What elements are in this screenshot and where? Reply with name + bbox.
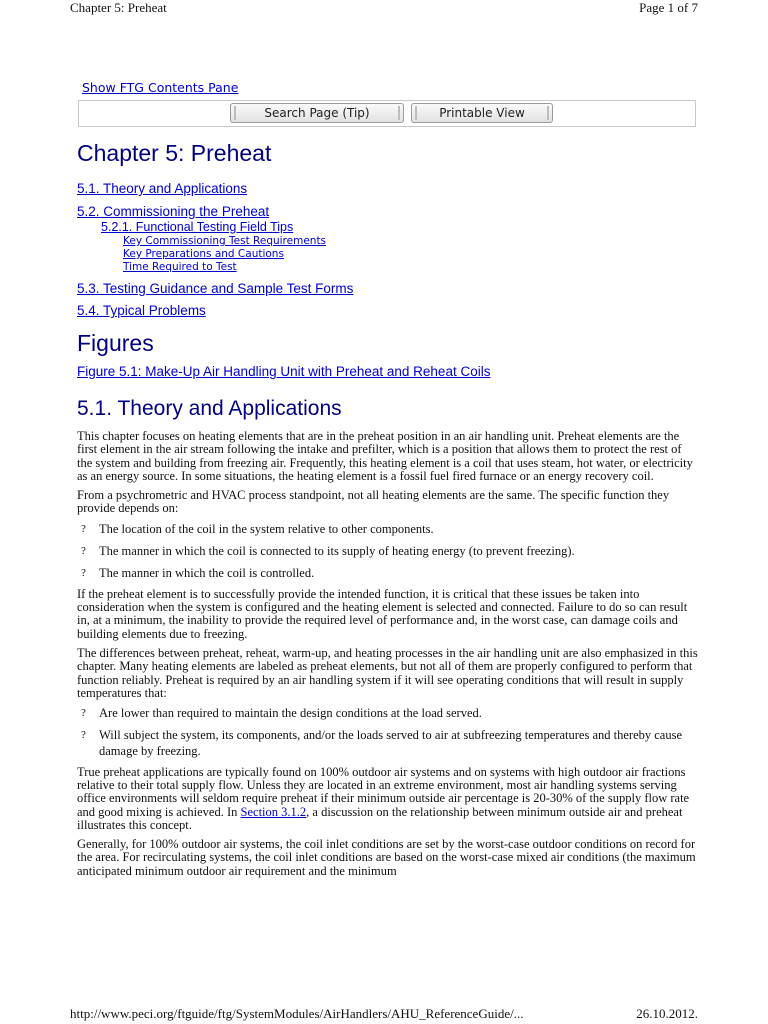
list-item: ? The manner in which the coil is controlled. [81, 565, 315, 580]
figures-heading: Figures [77, 330, 154, 356]
bullet-mark: ? [81, 522, 86, 535]
bullet-mark: ? [81, 544, 86, 557]
page-number: Page 1 of 7 [639, 0, 698, 15]
toc-link-5-3[interactable]: 5.3. Testing Guidance and Sample Test Forms [77, 281, 354, 296]
toolbar [78, 100, 696, 127]
page-header [70, 0, 698, 18]
section-3-1-2-link[interactable]: Section 3.1.2 [240, 804, 307, 819]
toc-link-key-requirements[interactable]: Key Commissioning Test Requirements [123, 235, 327, 247]
bullet-mark: ? [81, 729, 86, 742]
table-of-contents [77, 180, 699, 319]
printable-view-button[interactable]: Printable View [411, 103, 553, 123]
toc-link-5-4[interactable]: 5.4. Typical Problems [77, 303, 206, 318]
toc-link-5-2[interactable]: 5.2. Commissioning the Preheat [77, 204, 270, 219]
paragraph: The differences between preheat, reheat, warm-up, and heating processes in the air handling unit are also emphasized in this chapter. Many heating elements are labeled as preheat elements, but not all of them are properly configured to perform that function reliably. Preheat is required by an air handling system if it will see operating conditions that will result in supply temperatures that: [77, 645, 698, 700]
bullet-mark: ? [81, 566, 86, 579]
paragraph: From a psychrometric and HVAC process standpoint, not all heating elements are the same. The specific function they provide depends on: [77, 488, 670, 516]
section-heading: 5.1. Theory and Applications [77, 397, 342, 420]
search-page-button[interactable]: Search Page (Tip) [230, 103, 404, 123]
bullet-list [77, 522, 699, 582]
header-title: Chapter 5: Preheat [70, 0, 167, 15]
figure-5-1-link[interactable]: Figure 5.1: Make-Up Air Handling Unit with Preheat and Reheat Coils [77, 364, 491, 379]
toc-link-5-1[interactable]: 5.1. Theory and Applications [77, 181, 248, 196]
paragraph: Generally, for 100% outdoor air systems, the coil inlet conditions are set by the worst-case outdoor conditions on record for the area. For recirculating systems, the coil inlet conditions are based on the worst-case mixed air conditions (the maximum anticipated minimum outdoor air requirement and the minimum [77, 837, 696, 878]
list-item: ? Will subject the system, its components, and/or the loads served to air at subfreezing temperatures and thereby cause damage by freezing. [81, 728, 682, 758]
paragraph: This chapter focuses on heating elements that are in the preheat position in an air handling unit. Preheat elements are the first element in the air stream following the intake and prefilter, which is a position that allows them to protect the rest of the system and building from freezing air. Frequently, this heating element is a coil that uses steam, hot water, or electricity as an energy source. In some situations, the heating element is a fossil fuel fired furnace or an energy recovery coil. [77, 429, 693, 483]
chapter-title: Chapter 5: Preheat [77, 140, 272, 166]
list-item: ? The location of the coil in the system relative to other components. [81, 521, 434, 536]
paragraph: If the preheat element is to successfully provide the intended function, it is critical that these issues be taken into consideration when the system is configured and the heating element is selected and connected. Failure to do so can result in, at a minimum, the inability to provide the required level of performance and, in the worst case, can damage coils and building elements due to freezing. [77, 586, 688, 641]
toc-link-key-preparations[interactable]: Key Preparations and Cautions [123, 248, 284, 260]
bullet-list [77, 706, 699, 759]
toc-link-time-required[interactable]: Time Required to Test [123, 261, 237, 273]
toc-link-5-2-1[interactable]: 5.2.1. Functional Testing Field Tips [101, 220, 294, 234]
list-item: ? The manner in which the coil is connected to its supply of heating energy (to prevent freezing). [81, 543, 575, 558]
list-item: ? Are lower than required to maintain the design conditions at the load served. [81, 706, 482, 721]
bullet-mark: ? [81, 707, 86, 720]
footer-url: http://www.peci.org/ftguide/ftg/SystemModules/AirHandlers/AHU_ReferenceGuide/... [70, 1006, 524, 1021]
main-content [77, 136, 699, 884]
footer-date: 26.10.2012. [636, 1006, 698, 1021]
paragraph: True preheat applications are typically found on 100% outdoor air systems and on systems with high outdoor air fractions relative to their total supply flow. Unless they are located in an extreme environment, most air handling systems serving office environments will seldom require preheat if their minimum outside air percentage is 20-30% of the supply flow rate and good mixing is achieved. In Section 3.1.2, a discussion on the relationship between minimum outside air and preheat illustrates this concept. [77, 764, 690, 832]
page-footer [70, 1006, 698, 1024]
show-contents-pane-link[interactable]: Show FTG Contents Pane [82, 80, 239, 95]
